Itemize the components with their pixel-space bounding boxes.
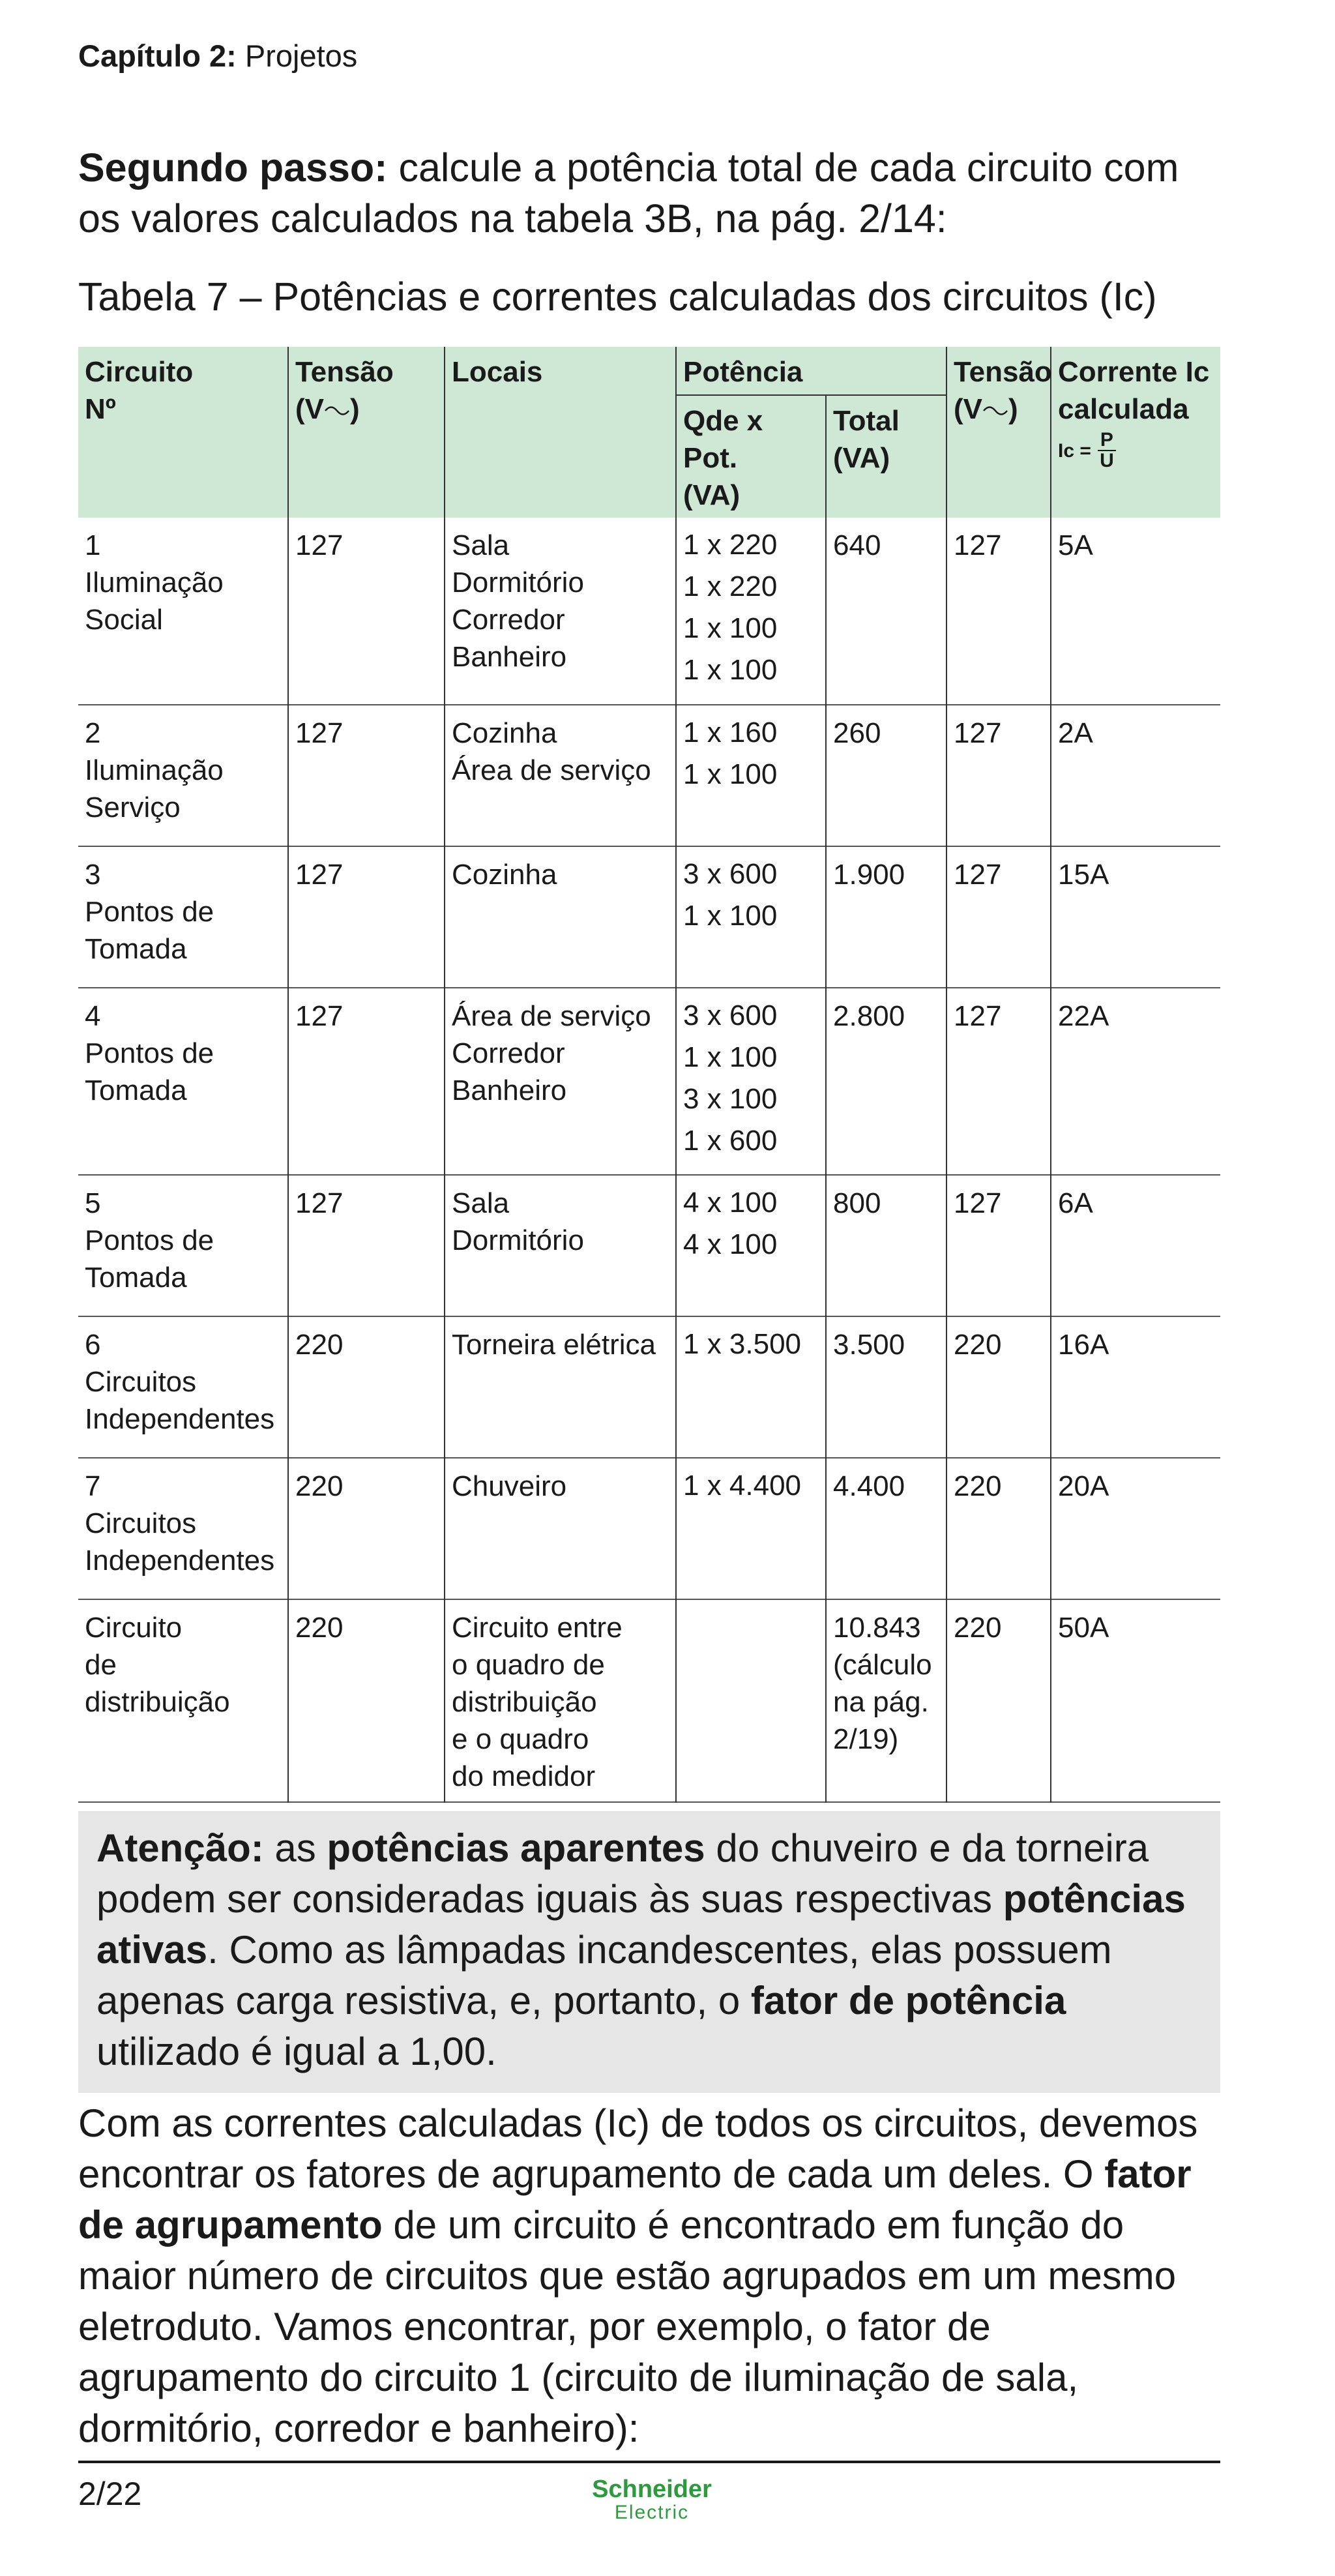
chapter-header — [78, 38, 357, 74]
cell-tensao: 127 — [288, 1175, 445, 1316]
cell-corrente: 15A — [1051, 846, 1220, 988]
cell-locais: Área de serviço Corredor Banheiro — [445, 988, 676, 1175]
header-tensao: Tensão (V ) — [288, 347, 445, 518]
cell-total: 800 — [826, 1175, 946, 1316]
ac-wave-icon — [982, 404, 1008, 418]
cell-tensao-2: 220 — [946, 1599, 1051, 1802]
cell-circuito: 5 Pontos de Tomada — [85, 1187, 214, 1294]
cell-corrente: 22A — [1051, 988, 1220, 1175]
cell-total: 2.800 — [826, 988, 946, 1175]
cell-locais: Sala Dormitório — [445, 1175, 676, 1316]
cell-qde: 1 x 220 1 x 220 1 x 100 1 x 100 — [676, 518, 826, 705]
table-row — [78, 1175, 1220, 1316]
cell-circuito: Circuito de distribuição — [85, 1612, 230, 1718]
cell-qde: 1 x 160 1 x 100 — [676, 705, 826, 846]
cell-locais: Cozinha Área de serviço — [445, 705, 676, 846]
header-potencia: Potência — [676, 347, 946, 395]
cell-tensao: 127 — [288, 988, 445, 1175]
footer-divider — [78, 2461, 1220, 2463]
cell-total: 10.843 (cálculo na pág. 2/19) — [826, 1599, 946, 1802]
cell-tensao: 220 — [288, 1316, 445, 1458]
cell-circuito: 6 Circuitos Independentes — [85, 1329, 275, 1435]
table-row — [78, 518, 1220, 705]
cell-corrente: 6A — [1051, 1175, 1220, 1316]
table-header-row — [78, 347, 1220, 395]
cell-tensao-2: 127 — [946, 705, 1051, 846]
body-paragraph: Com as correntes calculadas (Ic) de todos os circuitos, devemos encontrar os fatores de agrupamento de cada um deles. O fator de agrupamento de um circuito é encontrado em função do maior número de circuitos que estão agrupados em um mesmo eletroduto. Vamos encontrar, por exemplo, o fator de agrupamento do circuito 1 (circuito de iluminação de sala, dormitório, corredor e banheiro): — [78, 2101, 1198, 2450]
page-number: 2/22 — [78, 2476, 142, 2512]
cell-corrente: 5A — [1051, 518, 1220, 705]
cell-total: 1.900 — [826, 846, 946, 988]
table-body — [78, 518, 1220, 1802]
cell-locais: Sala Dormitório Corredor Banheiro — [445, 518, 676, 705]
cell-locais: Circuito entre o quadro de distribuição e o quadro do medidor — [445, 1599, 676, 1802]
cell-qde: 1 x 4.400 — [676, 1458, 826, 1599]
cell-tensao: 127 — [288, 846, 445, 988]
step-paragraph — [78, 142, 1220, 244]
cell-locais: Cozinha — [445, 846, 676, 988]
table-row — [78, 1316, 1220, 1458]
table-row — [78, 1458, 1220, 1599]
header-qde: Qde x Pot. (VA) — [676, 395, 826, 518]
cell-qde — [676, 1599, 826, 1802]
cell-total: 640 — [826, 518, 946, 705]
cell-tensao-2: 127 — [946, 1175, 1051, 1316]
circuits-table — [78, 347, 1220, 1803]
chapter-name: Projetos — [244, 38, 358, 73]
schneider-logo: Schneider Electric — [592, 2476, 712, 2523]
header-circuito: Circuito Nº — [78, 347, 288, 518]
header-corrente: Corrente Ic calculada Ic = $\frac{P}{U}$ — [1051, 347, 1220, 518]
table-title: Tabela 7 – Potências e correntes calculadas dos circuitos (Ic) — [78, 274, 1157, 319]
cell-tensao-2: 220 — [946, 1316, 1051, 1458]
cell-tensao-2: 127 — [946, 518, 1051, 705]
cell-total: 3.500 — [826, 1316, 946, 1458]
table-row — [78, 1599, 1220, 1802]
step-text: calcule a potência total de cada circuito com os valores calculados na tabela 3B, na pág. 2/14: — [78, 145, 1179, 241]
step-label: Segundo passo: — [78, 145, 388, 190]
cell-locais: Chuveiro — [445, 1458, 676, 1599]
cell-qde: 4 x 100 4 x 100 — [676, 1175, 826, 1316]
ac-wave-icon — [324, 404, 350, 418]
cell-corrente: 20A — [1051, 1458, 1220, 1599]
cell-tensao: 127 — [288, 518, 445, 705]
cell-corrente: 2A — [1051, 705, 1220, 846]
header-total: Total (VA) — [826, 395, 946, 518]
cell-corrente: 16A — [1051, 1316, 1220, 1458]
table-row — [78, 988, 1220, 1175]
cell-qde: 3 x 600 1 x 100 — [676, 846, 826, 988]
cell-circuito: 3 Pontos de Tomada — [85, 859, 214, 965]
table-row — [78, 705, 1220, 846]
cell-tensao: 220 — [288, 1458, 445, 1599]
attention-notice: Atenção: as potências aparentes do chuveiro e da torneira podem ser consideradas iguais às suas respectivas potências ativas. Como as lâmpadas incandescentes, elas possuem apenas carga resistiva, e, portanto, o fator de potência utilizado é igual a 1,00. — [78, 1811, 1220, 2093]
cell-circuito: 2 Iluminação Serviço — [85, 717, 224, 823]
ic-formula: Ic = $\frac{P}{U}$ — [1058, 430, 1116, 471]
cell-locais: Torneira elétrica — [445, 1316, 676, 1458]
cell-total: 4.400 — [826, 1458, 946, 1599]
table-row — [78, 846, 1220, 988]
header-locais: Locais — [445, 347, 676, 518]
cell-tensao: 127 — [288, 705, 445, 846]
cell-tensao: 220 — [288, 1599, 445, 1802]
cell-tensao-2: 127 — [946, 988, 1051, 1175]
cell-corrente: 50A — [1051, 1599, 1220, 1802]
cell-tensao-2: 127 — [946, 846, 1051, 988]
cell-total: 260 — [826, 705, 946, 846]
cell-circuito: 7 Circuitos Independentes — [85, 1470, 275, 1577]
cell-qde: 3 x 600 1 x 100 3 x 100 1 x 600 — [676, 988, 826, 1175]
cell-tensao-2: 220 — [946, 1458, 1051, 1599]
cell-circuito: 1 Iluminação Social — [85, 529, 224, 636]
cell-circuito: 4 Pontos de Tomada — [85, 1000, 214, 1106]
chapter-label: Capítulo 2: — [78, 38, 237, 73]
cell-qde: 1 x 3.500 — [676, 1316, 826, 1458]
header-tensao-2: Tensão (V ) — [946, 347, 1051, 518]
